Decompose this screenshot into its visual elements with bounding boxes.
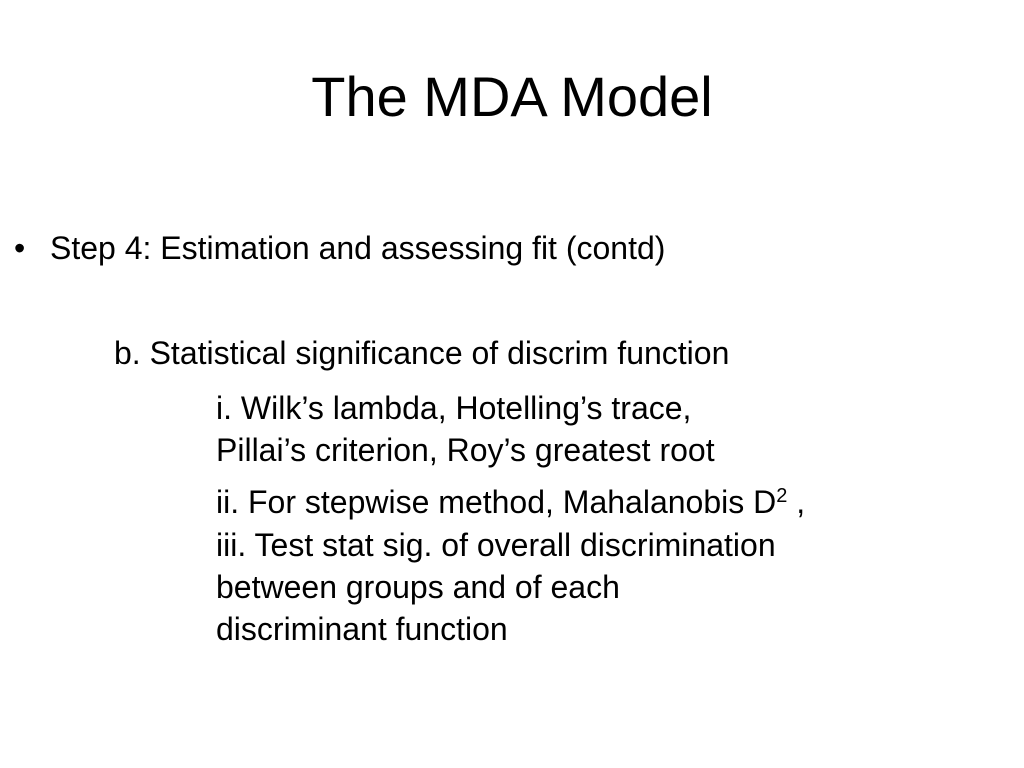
bullet-step-4: Step 4: Estimation and assessing fit (contd) <box>50 230 666 266</box>
item-iii-line-3: discriminant function <box>216 611 508 647</box>
item-i-line-2: Pillai’s criterion, Roy’s greatest root <box>216 432 715 468</box>
item-iii-line-2: between groups and of each <box>216 569 620 605</box>
item-ii-superscript: 2 <box>776 485 788 507</box>
item-iii-line-1: iii. Test stat sig. of overall discrimination <box>216 527 776 563</box>
item-ii-trailing: , <box>787 484 806 520</box>
item-ii <box>216 481 805 523</box>
slide-title: The MDA Model <box>311 65 713 128</box>
sub-item-b: b. Statistical significance of discrim function <box>114 335 730 371</box>
item-ii-text: ii. For stepwise method, Mahalanobis D <box>216 484 777 520</box>
item-i-line-1: i. Wilk’s lambda, Hotelling’s trace, <box>216 390 692 426</box>
bullet-marker: • <box>14 230 26 266</box>
